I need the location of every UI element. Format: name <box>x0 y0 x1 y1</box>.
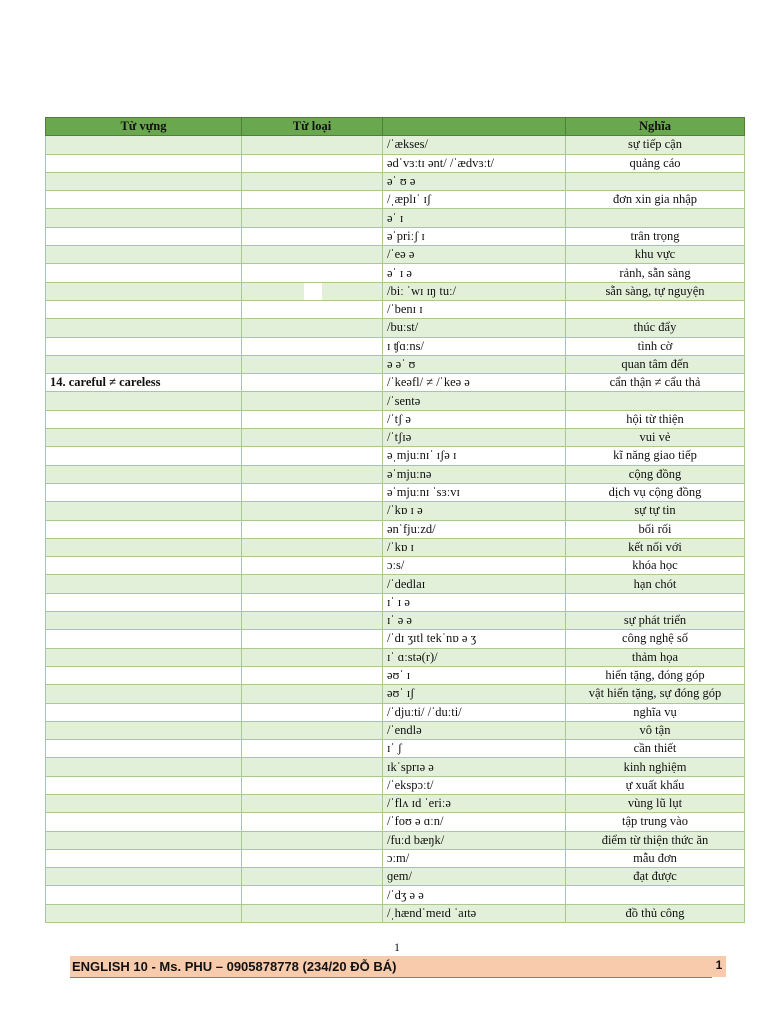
pronunciation-cell: /fuːd bæŋk/ <box>383 831 566 849</box>
word-cell <box>46 483 242 501</box>
word-cell <box>46 227 242 245</box>
table-row <box>46 264 745 282</box>
pronunciation-cell: ɪkˈsprɪə ə <box>383 758 566 776</box>
meaning-cell <box>566 209 745 227</box>
pronunciation-cell: /ˌhændˈmeɪd ˈaɪtə <box>383 904 566 922</box>
meaning-cell: sự tiếp cận <box>566 136 745 154</box>
meaning-cell: khóa học <box>566 557 745 575</box>
meaning-cell: nghĩa vụ <box>566 703 745 721</box>
table-row <box>46 355 745 373</box>
table-row <box>46 666 745 684</box>
meaning-cell: điểm từ thiện thức ăn <box>566 831 745 849</box>
word-cell <box>46 319 242 337</box>
word-cell <box>46 246 242 264</box>
meaning-cell: thảm họa <box>566 648 745 666</box>
meaning-cell: ự xuất khẩu <box>566 776 745 794</box>
table-row <box>46 319 745 337</box>
pronunciation-cell: /ˈdʒ ə ə <box>383 886 566 904</box>
word-type-cell <box>242 630 383 648</box>
table-row <box>46 154 745 172</box>
word-cell <box>46 282 242 300</box>
meaning-cell: quảng cáo <box>566 154 745 172</box>
pronunciation-cell: /ˈtʃɪə <box>383 429 566 447</box>
footer-page-number: 1 <box>712 956 726 977</box>
pronunciation-cell: əʊˈ ɪʃ <box>383 685 566 703</box>
word-type-cell <box>242 154 383 172</box>
meaning-cell: hội từ thiện <box>566 410 745 428</box>
word-cell <box>46 136 242 154</box>
word-type-cell <box>242 886 383 904</box>
word-type-cell <box>242 429 383 447</box>
word-cell <box>46 666 242 684</box>
meaning-cell: kết nối với <box>566 538 745 556</box>
word-cell <box>46 831 242 849</box>
table-row <box>46 538 745 556</box>
word-cell <box>46 630 242 648</box>
table-row <box>46 282 745 300</box>
meaning-cell <box>566 172 745 190</box>
word-cell <box>46 355 242 373</box>
table-row <box>46 831 745 849</box>
word-cell <box>46 868 242 886</box>
word-cell <box>46 520 242 538</box>
table-row <box>46 392 745 410</box>
word-cell <box>46 447 242 465</box>
table-row <box>46 703 745 721</box>
word-cell <box>46 794 242 812</box>
word-type-cell <box>242 849 383 867</box>
table-row <box>46 520 745 538</box>
word-type-cell <box>242 740 383 758</box>
meaning-cell: sự tự tin <box>566 502 745 520</box>
table-row <box>46 868 745 886</box>
word-type-cell <box>242 337 383 355</box>
meaning-cell: quan tâm đến <box>566 355 745 373</box>
meaning-cell: sẵn sàng, tự nguyện <box>566 282 745 300</box>
word-cell <box>46 575 242 593</box>
word-type-cell <box>242 648 383 666</box>
table-row <box>46 612 745 630</box>
meaning-cell: đạt được <box>566 868 745 886</box>
pronunciation-cell: ɪˈ ʃ <box>383 740 566 758</box>
vocabulary-table <box>45 117 745 923</box>
word-cell <box>46 886 242 904</box>
word-type-cell <box>242 666 383 684</box>
table-row <box>46 136 745 154</box>
pronunciation-cell: əʊˈ ɪ <box>383 666 566 684</box>
word-type-cell <box>242 904 383 922</box>
table-row <box>46 648 745 666</box>
word-cell <box>46 685 242 703</box>
table-row <box>46 502 745 520</box>
meaning-cell: vui vẻ <box>566 429 745 447</box>
meaning-cell: hiến tặng, đóng góp <box>566 666 745 684</box>
word-type-cell <box>242 282 383 300</box>
pronunciation-cell: ədˈvɜːtɪ ənt/ /ˈædvɜːt/ <box>383 154 566 172</box>
page-number: 1 <box>394 940 400 954</box>
word-type-cell <box>242 538 383 556</box>
meaning-cell: thúc đẩy <box>566 319 745 337</box>
table-row <box>46 447 745 465</box>
pronunciation-cell: ɔːm/ <box>383 849 566 867</box>
word-cell <box>46 502 242 520</box>
meaning-cell: vùng lũ lụt <box>566 794 745 812</box>
meaning-cell: trân trọng <box>566 227 745 245</box>
word-cell: 14. careful ≠ careless <box>46 374 242 392</box>
meaning-cell: kĩ năng giao tiếp <box>566 447 745 465</box>
word-cell <box>46 776 242 794</box>
meaning-cell: kinh nghiệm <box>566 758 745 776</box>
pronunciation-cell: /buːst/ <box>383 319 566 337</box>
table-row <box>46 227 745 245</box>
table-row <box>46 429 745 447</box>
word-cell <box>46 593 242 611</box>
word-type-cell <box>242 300 383 318</box>
word-type-cell <box>242 227 383 245</box>
meaning-cell <box>566 886 745 904</box>
table-row <box>46 685 745 703</box>
meaning-cell: vô tận <box>566 721 745 739</box>
table-row <box>46 758 745 776</box>
word-type-cell <box>242 410 383 428</box>
meaning-cell: bối rối <box>566 520 745 538</box>
word-type-cell <box>242 191 383 209</box>
meaning-cell <box>566 593 745 611</box>
word-cell <box>46 740 242 758</box>
pronunciation-cell: /ˈekspɔːt/ <box>383 776 566 794</box>
word-type-cell <box>242 520 383 538</box>
word-type-cell <box>242 831 383 849</box>
word-type-cell <box>242 813 383 831</box>
meaning-cell: đơn xin gia nhập <box>566 191 745 209</box>
pronunciation-cell: ɪˈ ɑːstə(r)/ <box>383 648 566 666</box>
meaning-cell: tình cờ <box>566 337 745 355</box>
pronunciation-cell: /ˌæplɪˈ ɪʃ <box>383 191 566 209</box>
pronunciation-cell: /ˈækses/ <box>383 136 566 154</box>
pronunciation-cell: /ˈtʃ ə <box>383 410 566 428</box>
word-type-cell <box>242 374 383 392</box>
word-type-cell <box>242 685 383 703</box>
pronunciation-cell: əˈ ɪ <box>383 209 566 227</box>
word-type-cell <box>242 136 383 154</box>
pronunciation-cell: ɪˈ ə ə <box>383 612 566 630</box>
header-meaning: Nghĩa <box>566 118 745 136</box>
word-type-cell <box>242 593 383 611</box>
header-word-type: Từ loại <box>242 118 383 136</box>
pronunciation-cell: ɪ ʧɑːns/ <box>383 337 566 355</box>
word-cell <box>46 191 242 209</box>
footer-banner: ENGLISH 10 - Ms. PHU – 0905878778 (234/20 ĐỖ BÁ) <box>70 956 712 978</box>
word-cell <box>46 703 242 721</box>
meaning-cell: đồ thủ công <box>566 904 745 922</box>
word-cell <box>46 557 242 575</box>
meaning-cell: khu vực <box>566 246 745 264</box>
pronunciation-cell: əˌmjuːnɪˈ ɪʃə ɪ <box>383 447 566 465</box>
word-type-cell <box>242 392 383 410</box>
pronunciation-cell: ɔːs/ <box>383 557 566 575</box>
table-row <box>46 740 745 758</box>
meaning-cell: sự phát triển <box>566 612 745 630</box>
pronunciation-cell: /ˈendlə <box>383 721 566 739</box>
table-row <box>46 776 745 794</box>
word-type-cell <box>242 557 383 575</box>
meaning-cell: cần thiết <box>566 740 745 758</box>
table-row <box>46 794 745 812</box>
pronunciation-cell: ə əˈ ʊ <box>383 355 566 373</box>
table-row <box>46 904 745 922</box>
pronunciation-cell: əˈ ʊ ə <box>383 172 566 190</box>
header-pronunciation <box>383 118 566 136</box>
table-row <box>46 337 745 355</box>
table-body <box>46 136 745 923</box>
table-row <box>46 374 745 392</box>
table-row <box>46 575 745 593</box>
pronunciation-cell: /ˈsentə <box>383 392 566 410</box>
word-type-cell <box>242 721 383 739</box>
pronunciation-cell: əˈpriːʃ ɪ <box>383 227 566 245</box>
table-row <box>46 593 745 611</box>
meaning-cell: tập trung vào <box>566 813 745 831</box>
meaning-cell: vật hiến tặng, sự đóng góp <box>566 685 745 703</box>
pronunciation-cell: /ˈeə ə <box>383 246 566 264</box>
word-cell <box>46 648 242 666</box>
pronunciation-cell: /ˈflʌ ɪd ˈeriːə <box>383 794 566 812</box>
word-type-cell <box>242 447 383 465</box>
word-type-cell <box>242 465 383 483</box>
word-cell <box>46 612 242 630</box>
table-row <box>46 886 745 904</box>
word-type-cell <box>242 612 383 630</box>
pronunciation-cell: əˈmjuːnə <box>383 465 566 483</box>
word-type-cell <box>242 794 383 812</box>
pronunciation-cell: /ˈdjuːti/ /ˈduːti/ <box>383 703 566 721</box>
word-cell <box>46 300 242 318</box>
table-row <box>46 849 745 867</box>
word-type-cell <box>242 483 383 501</box>
word-cell <box>46 154 242 172</box>
word-type-cell <box>242 758 383 776</box>
pronunciation-cell: /ˈdedlaɪ <box>383 575 566 593</box>
meaning-cell: công nghệ số <box>566 630 745 648</box>
table-row <box>46 721 745 739</box>
pronunciation-cell: əˈ ɪ ə <box>383 264 566 282</box>
word-cell <box>46 172 242 190</box>
table-row <box>46 191 745 209</box>
meaning-cell <box>566 392 745 410</box>
table-row <box>46 246 745 264</box>
word-cell <box>46 849 242 867</box>
pronunciation-cell: əˈmjuːnɪ ˈsɜːvɪ <box>383 483 566 501</box>
word-cell <box>46 264 242 282</box>
word-type-cell <box>242 246 383 264</box>
table-row <box>46 630 745 648</box>
word-type-cell <box>242 319 383 337</box>
pronunciation-cell: ɡem/ <box>383 868 566 886</box>
pronunciation-cell: /ˈfoʊ ə ɑːn/ <box>383 813 566 831</box>
word-cell <box>46 721 242 739</box>
pronunciation-cell: ənˈfjuːzd/ <box>383 520 566 538</box>
table-row <box>46 172 745 190</box>
word-type-cell <box>242 355 383 373</box>
word-cell <box>46 337 242 355</box>
table-row <box>46 465 745 483</box>
meaning-cell: cộng đồng <box>566 465 745 483</box>
header-vocabulary: Từ vựng <box>46 118 242 136</box>
pronunciation-cell: /ˈbenɪ ɪ <box>383 300 566 318</box>
word-type-cell <box>242 703 383 721</box>
meaning-cell: cẩn thận ≠ cẩu thả <box>566 374 745 392</box>
table-row <box>46 483 745 501</box>
table-header-row <box>46 118 745 136</box>
blank-box <box>304 283 322 300</box>
word-cell <box>46 410 242 428</box>
word-cell <box>46 538 242 556</box>
meaning-cell: mẫu đơn <box>566 849 745 867</box>
table-row <box>46 557 745 575</box>
word-type-cell <box>242 868 383 886</box>
table-row <box>46 300 745 318</box>
word-cell <box>46 465 242 483</box>
word-type-cell <box>242 209 383 227</box>
word-type-cell <box>242 575 383 593</box>
word-type-cell <box>242 172 383 190</box>
word-cell <box>46 392 242 410</box>
word-type-cell <box>242 264 383 282</box>
word-type-cell <box>242 502 383 520</box>
pronunciation-cell: /ˈdɪ ʒɪtl tekˈnɒ ə ʒ <box>383 630 566 648</box>
table-row <box>46 209 745 227</box>
word-cell <box>46 758 242 776</box>
pronunciation-cell: /biː ˈwɪ ɪŋ tuː/ <box>383 282 566 300</box>
table-row <box>46 813 745 831</box>
meaning-cell: rảnh, sẵn sàng <box>566 264 745 282</box>
pronunciation-cell: ɪˈ ɪ ə <box>383 593 566 611</box>
word-cell <box>46 813 242 831</box>
word-type-cell <box>242 776 383 794</box>
meaning-cell: dịch vụ cộng đồng <box>566 483 745 501</box>
pronunciation-cell: /ˈkeəfl/ ≠ /ˈkeə ə <box>383 374 566 392</box>
word-cell <box>46 904 242 922</box>
word-cell <box>46 429 242 447</box>
pronunciation-cell: /ˈkɒ ɪ ə <box>383 502 566 520</box>
meaning-cell <box>566 300 745 318</box>
word-cell <box>46 209 242 227</box>
table-row <box>46 410 745 428</box>
meaning-cell: hạn chót <box>566 575 745 593</box>
pronunciation-cell: /ˈkɒ ɪ <box>383 538 566 556</box>
